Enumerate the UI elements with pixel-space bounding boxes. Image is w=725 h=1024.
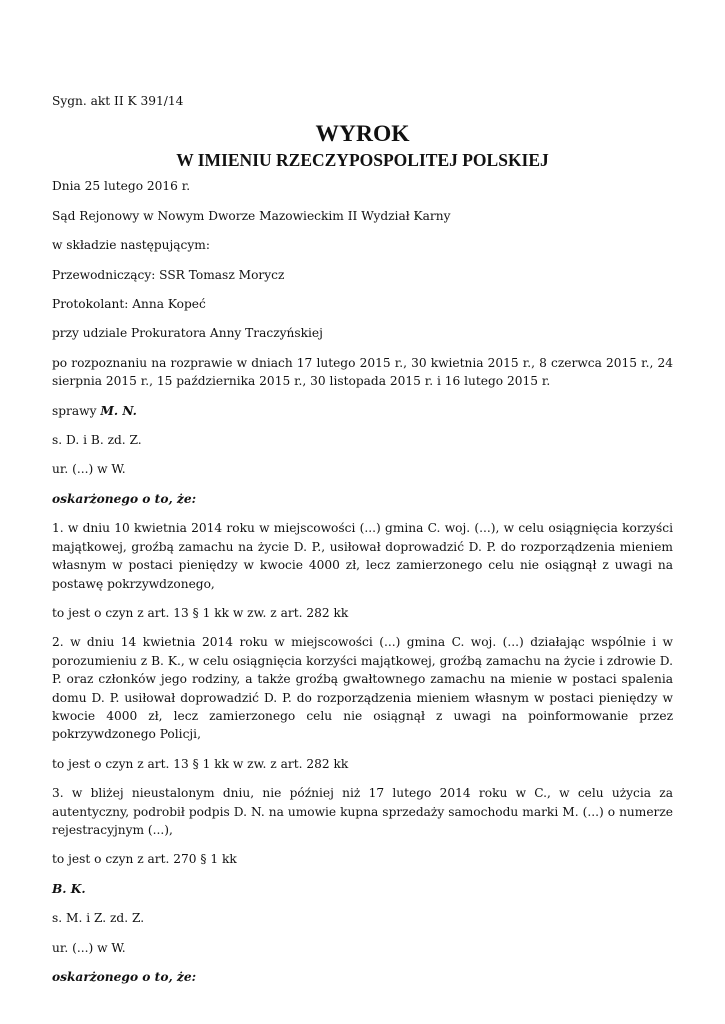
defendant-1-birth: ur. (...) w W.: [52, 462, 126, 477]
defendant-1-charged-heading: oskarżonego o to, że:: [52, 491, 197, 506]
judgment-date: Dnia 25 lutego 2016 r.: [52, 179, 191, 194]
charge-3-article: to jest o czyn z art. 270 § 1 kk: [52, 852, 237, 867]
document-title: WYROK: [315, 121, 410, 148]
document-subtitle: W IMIENIU RZECZYPOSPOLITEJ POLSKIEJ: [176, 150, 549, 171]
defendant-1-name: M. N.: [100, 403, 137, 418]
charge-2-article: to jest o czyn z art. 13 § 1 kk w zw. z art. 282 kk: [52, 756, 349, 771]
court-composition: w składzie następującym:: [52, 238, 210, 253]
defendant-2-birth: ur. (...) w W.: [52, 940, 126, 955]
charge-2-text: 2. w dniu 14 kwietnia 2014 roku w miejscowości (...) gmina C. woj. (...) działając wspólnie i w porozumieniu z B. K., w celu osiągnięcia korzyści majątkowej, groźbą zamachu na życie i zdrowie D. P. oraz członków jego rodziny, a także groźbą gwałtownego zamachu na mienie w postaci spalenia domu D. P. usiłował doprowadzić D. P. do rozporządzenia mieniem własnym w postaci pieniędzy w kwocie 4000 zł, lecz zamierzonego celu nie osiągnął z uwagi na poinformowanie przez pokrzywdzonego Policji,: [52, 635, 673, 742]
charge-1-article: to jest o czyn z art. 13 § 1 kk w zw. z art. 282 kk: [52, 605, 349, 620]
defendant-2-parents: s. M. i Z. zd. Z.: [52, 911, 145, 926]
charge-1-text: 1. w dniu 10 kwietnia 2014 roku w miejscowości (...) gmina C. woj. (...), w celu osiągnięcia korzyści majątkowej, groźbą zamachu na życie D. P., usiłował doprowadzić D. P. do rozporządzenia mieniem własnym w postaci pieniędzy w kwocie 4000 zł, lecz zamierzonego celu nie osiągnął z uwagi na postawę pokrzywdzonego,: [52, 521, 673, 591]
prosecutor: przy udziale Prokuratora Anny Traczyńskiej: [52, 326, 323, 341]
hearing-dates: po rozpoznaniu na rozprawie w dniach 17 lutego 2015 r., 30 kwietnia 2015 r., 8 czerwca 2015 r., 24 sierpnia 2015 r., 15 października 2015 r., 30 listopada 2015 r. i 16 lutego 2015 r.: [52, 355, 673, 389]
document-page: [52, 92, 673, 986]
court-recorder: Protokolant: Anna Kopeć: [52, 297, 206, 312]
case-of-defendant-1: [52, 402, 673, 420]
court-name: Sąd Rejonowy w Nowym Dworze Mazowieckim II Wydział Karny: [52, 208, 451, 223]
presiding-judge: Przewodniczący: SSR Tomasz Morycz: [52, 267, 285, 282]
defendant-2-charged-heading: oskarżonego o to, że:: [52, 970, 197, 984]
case-prefix: sprawy: [52, 403, 97, 418]
defendant-2-name: B. K.: [52, 881, 86, 896]
defendant-1-parents: s. D. i B. zd. Z.: [52, 433, 142, 448]
case-number: Sygn. akt II K 391/14: [52, 94, 184, 108]
charge-3-text: 3. w bliżej nieustalonym dniu, nie później niż 17 lutego 2014 roku w C., w celu użycia za autentyczny, podrobił podpis D. N. na umowie kupna sprzedaży samochodu marki M. (...) o numerze rejestracyjnym (...),: [52, 786, 673, 837]
